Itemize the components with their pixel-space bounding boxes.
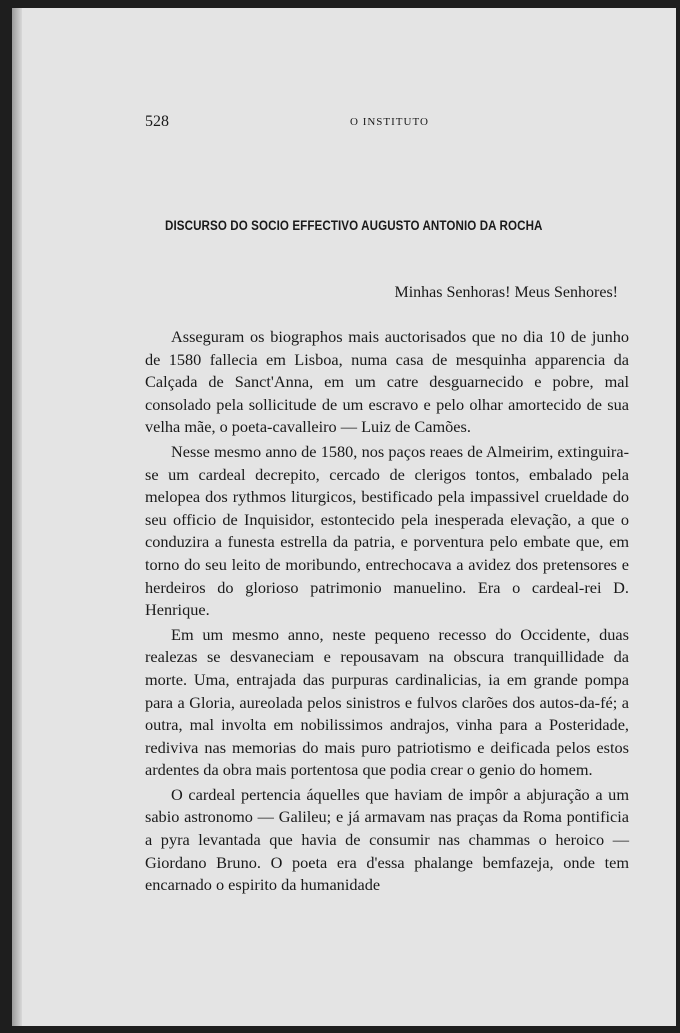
paragraph: Nesse mesmo anno de 1580, nos paços reaes de Almeirim, extinguira-se um cardeal decrepito, cercado de clerigos tontos, embalado pela melopea dos rythmos liturgicos, bestificado pela impassivel crueldade do seu officio de Inquisidor, estontecido pela inesperada elevação, a que o conduzira a funesta estrella da patria, e porventura pelo embate que, em torno do seu leito de moribundo, entrechocava a avidez dos pretensores e herdeiros do glorioso patrimonio manuelino. Era o cardeal-rei D. Henrique. — [145, 441, 629, 620]
page-number: 528 — [145, 113, 169, 130]
section-heading: DISCURSO DO SOCIO EFFECTIVO AUGUSTO ANTONIO DA ROCHA — [165, 218, 543, 233]
paragraph: Asseguram os biographos mais auctorisados que no dia 10 de junho de 1580 fallecia em Lisboa, numa casa de mesquinha apparencia da Calçada de Sanct'Anna, em um catre desguarnecido e pobre, mal consolado pela sollicitude de um escravo e pelo olhar amortecido de sua velha mãe, o poeta-cavalleiro — Luiz de Camões. — [145, 327, 629, 437]
page-gutter-shadow — [12, 8, 22, 1026]
paragraph: O cardeal pertencia áquelles que haviam de impôr a abjuração a um sabio astronomo — Galileu; e já armavam nas praças da Roma pontificia a pyra levantada que havia de consumir nas chammas o heroico — Giordano Bruno. O poeta era d'essa phalange bemfazeja, onde tem encarnado o espirito da humanidade — [145, 784, 629, 895]
body-text — [145, 326, 629, 899]
page-header — [145, 113, 635, 135]
salutation: Minhas Senhoras! Meus Senhores! — [394, 284, 618, 301]
running-title: O INSTITUTO — [350, 116, 429, 128]
book-page — [12, 8, 676, 1026]
paragraph: Em um mesmo anno, neste pequeno recesso do Occidente, duas realezas se desvaneciam e repousavam na obscura tranquillidade da morte. Uma, entrajada das purpuras cardinalicias, ia em grande pompa para a Gloria, aureolada pelos sinistros e fulvos clarões dos autos-da-fé; a outra, mal involta em nobilissimos andrajos, vinha para a Posteridade, rediviva nas memorias do mais puro patriotismo e deificada pelos estos ardentes da obra mais portentosa que podia crear o genio do homem. — [145, 624, 629, 780]
